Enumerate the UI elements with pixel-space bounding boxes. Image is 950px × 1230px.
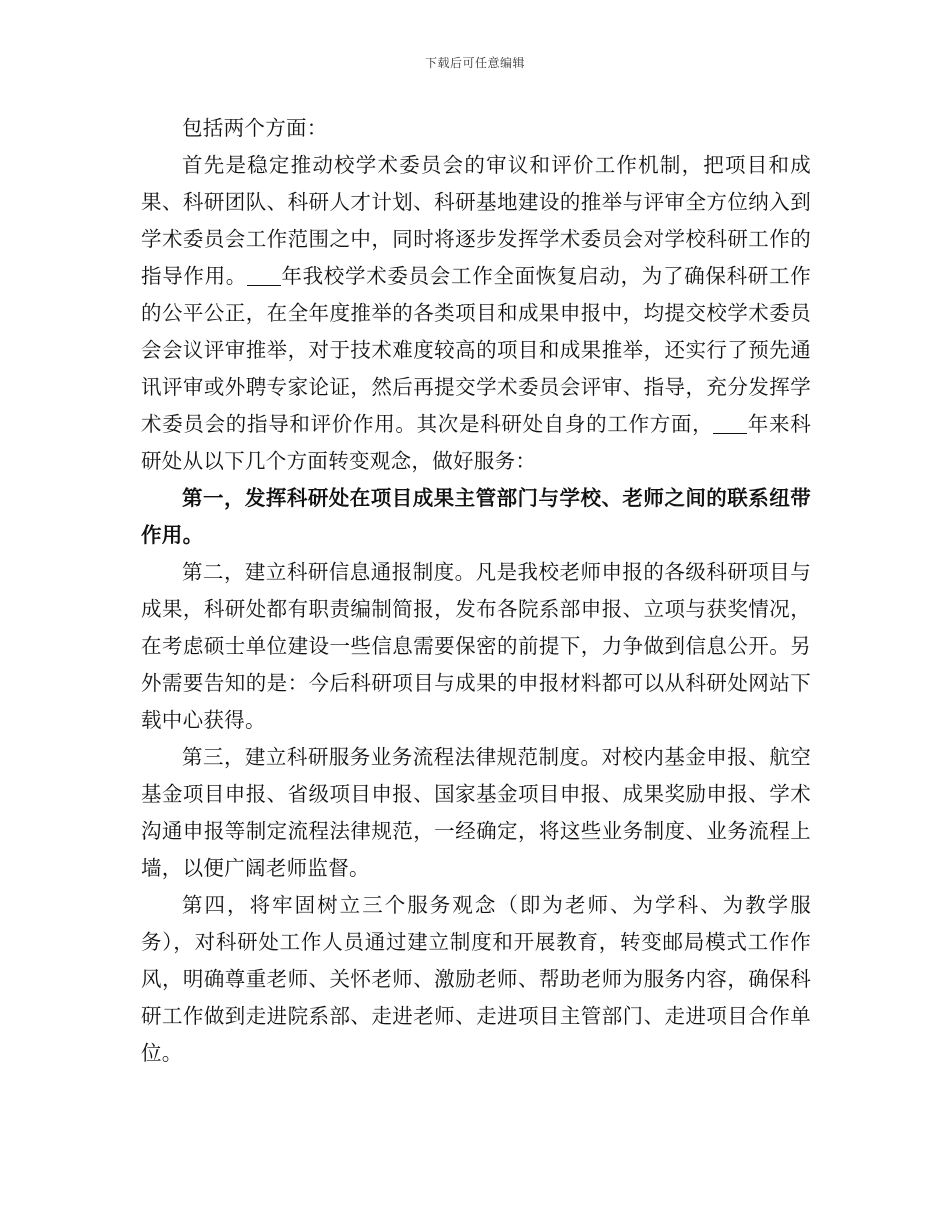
year-blank xyxy=(713,413,747,435)
paragraph-point-one: 第一，发挥科研处在项目成果主管部门与学校、老师之间的联系纽带作用。 xyxy=(141,486,811,547)
paragraph-first-aspect-part-a: 首先是稳定推动校学术委员会的审议和评价工作机制，把项目和成果、科研团队、科研人才计划、科研基地建设的推举与评审全方位纳入到学术委员会工作范围之中，同时将逐步发挥学术委员会对学校科研工作的指导作用。 xyxy=(141,153,811,288)
paragraph-point-four: 第四，将牢固树立三个服务观念（即为老师、为学科、为教学服务），对科研处工作人员通过建立制度和开展教育，转变邮局模式工作作风，明确尊重老师、关怀老师、激励老师、帮助老师为服务内容，确保科研工作做到走进院系部、走进老师、走进项目主管部门、走进项目合作单位。 xyxy=(141,893,811,1065)
paragraph-first-aspect-part-c: 年来科研处从以下几个方面转变观念，做好服务： xyxy=(141,412,811,473)
paragraph-intro: 包括两个方面： xyxy=(182,116,328,140)
year-blank xyxy=(247,265,281,287)
paragraph-first-aspect xyxy=(141,147,811,480)
paragraph-point-two: 第二，建立科研信息通报制度。凡是我校老师申报的各级科研项目与成果，科研处都有职责编制简报，发布各院系部申报、立项与获奖情况，在考虑硕士单位建设一些信息需要保密的前提下，力争做到信息公开。另外需要告知的是：今后科研项目与成果的申报材料都可以从科研处网站下载中心获得。 xyxy=(141,560,811,732)
paragraph-point-three: 第三，建立科研服务业务流程法律规范制度。对校内基金申报、航空基金项目申报、省级项目申报、国家基金项目申报、成果奖励申报、学术沟通申报等制定流程法律规范，一经确定，将这些业务制度、业务流程上墙，以便广阔老师监督。 xyxy=(141,745,811,880)
download-note: 下载后可任意编辑 xyxy=(424,56,525,70)
paragraph-first-aspect-part-b: 年我校学术委员会工作全面恢复启动，为了确保科研工作的公平公正，在全年度推举的各类项目和成果申报中，均提交校学术委员会会议评审推举，对于技术难度较高的项目和成果推举，还实行了预先通讯评审或外聘专家论证，然后再提交学术委员会评审、指导，充分发挥学术委员会的指导和评价作用。其次是科研处自身的工作方面， xyxy=(141,264,811,436)
document-body xyxy=(141,110,811,1072)
